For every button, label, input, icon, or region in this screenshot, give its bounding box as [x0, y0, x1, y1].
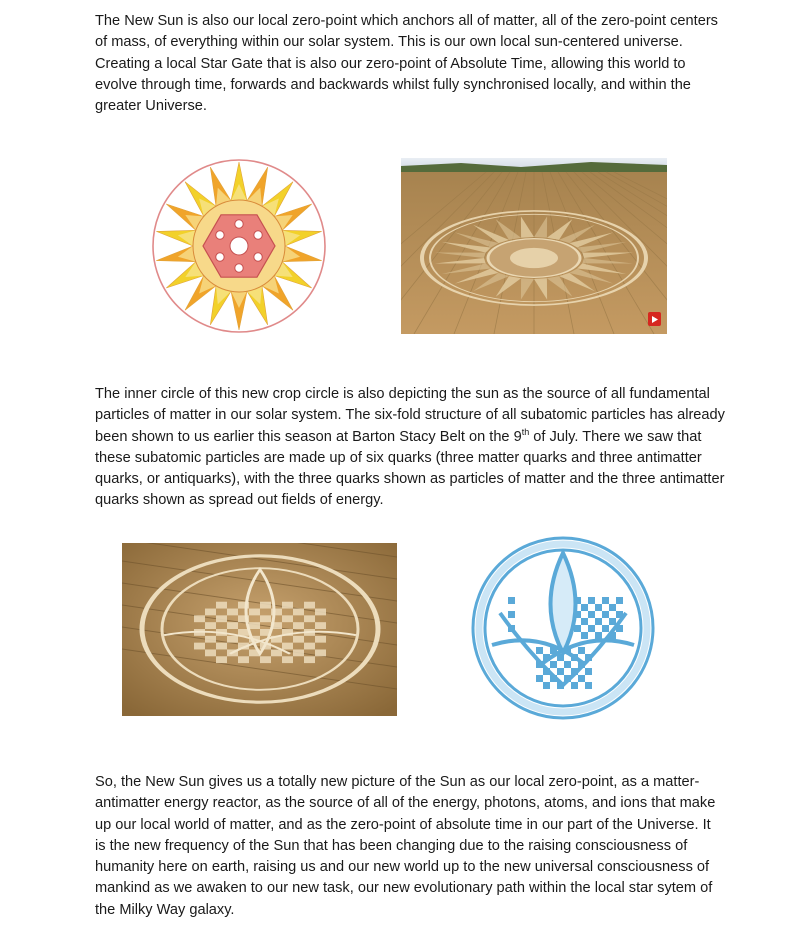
crop-checker — [293, 609, 304, 616]
drawing-checker — [602, 597, 609, 604]
sun-inner-dot — [216, 231, 224, 239]
drawing-checker — [588, 625, 595, 632]
crop-checker — [249, 609, 260, 616]
crop-checker — [293, 649, 304, 656]
drawing-checker — [595, 632, 602, 639]
new-sun-aerial-photo — [401, 158, 667, 334]
crop-checker — [227, 636, 238, 643]
drawing-checker — [571, 682, 578, 689]
crop-checker — [260, 656, 271, 663]
drawing-checker — [543, 682, 550, 689]
sun-inner-dot — [254, 253, 262, 261]
paragraph-new-sun-picture: So, the New Sun gives us a totally new picture of the Sun as our local zero-point, as a matter-antimatter energy reactor, as the source of all of the energy, photons, atoms, and ions that make up our local world of matter, and as the zero-point of absolute time in our part of the Universe. It is the new frequency of the Sun that has been changing due to the raising consciousness of humanity here on earth, raising us and our new world up to the new universal consciousness of mankind as we awaken to our new task, our new evolutionary path within the local star sytem of the Milky Way galaxy. — [95, 774, 716, 918]
sun-inner-dot — [254, 231, 262, 239]
drawing-checker — [578, 647, 585, 654]
drawing-checker — [585, 682, 592, 689]
drawing-checker — [536, 675, 543, 682]
crop-checker — [216, 615, 227, 622]
drawing-checker — [609, 618, 616, 625]
drawing-checker — [585, 668, 592, 675]
crop-checker — [205, 622, 216, 629]
crop-checker — [315, 636, 326, 643]
crop-checker — [205, 636, 216, 643]
drawing-checker — [581, 604, 588, 611]
barton-stacy-belt-photo — [122, 543, 397, 716]
crop-checker — [249, 622, 260, 629]
crop-checker — [315, 622, 326, 629]
crop-checker — [315, 649, 326, 656]
drawing-checker — [609, 604, 616, 611]
drawing-checker — [557, 668, 564, 675]
drawing-checker — [602, 625, 609, 632]
drawing-checker — [595, 604, 602, 611]
drawing-checker — [581, 632, 588, 639]
crop-checker — [194, 615, 205, 622]
drawing-checker — [578, 675, 585, 682]
drawing-checker — [595, 618, 602, 625]
drawing-checker — [550, 661, 557, 668]
drawing-checker — [616, 597, 623, 604]
paragraph-inner-circle-quarks: The inner circle of this new crop circle is also depicting the sun as the source of all fundamental particles of matter in our solar system. The six-fold structure of all subatomic particles has already been shown to us earlier this season at Barton Stacy Belt on the 9th of July. There we saw that these subatomic particles are made up of six quarks (three matter quarks and three antimatter quarks, or antiquarks), with the three quarks shown as particles of matter and the three antimatter quarks shown as spread out fields of energy. — [95, 386, 725, 509]
drawing-checker — [508, 597, 515, 604]
crop-checker — [315, 609, 326, 616]
sun-inner-dot — [216, 253, 224, 261]
sun-inner-dot — [235, 220, 243, 228]
new-sun-drawing-image — [150, 158, 328, 334]
crop-checker — [282, 643, 293, 650]
drawing-checker — [581, 618, 588, 625]
crop-checker — [304, 602, 315, 609]
sun-inner-dot — [235, 264, 243, 272]
crop-checker — [216, 643, 227, 650]
drawing-checker — [536, 647, 543, 654]
crop-checker — [282, 615, 293, 622]
crop-checker — [271, 649, 282, 656]
crop-checker — [260, 602, 271, 609]
crop-checker — [205, 609, 216, 616]
crop-checker — [304, 643, 315, 650]
crop-checker — [216, 602, 227, 609]
crop-checker — [282, 656, 293, 663]
crop-checker — [293, 636, 304, 643]
crop-checker — [304, 656, 315, 663]
drawing-checker — [508, 611, 515, 618]
drawing-checker — [588, 597, 595, 604]
crop-checker — [205, 649, 216, 656]
crop-checker — [293, 622, 304, 629]
crop-checker — [304, 615, 315, 622]
crop-checker — [238, 656, 249, 663]
crop-checker — [227, 622, 238, 629]
crop-checker — [194, 643, 205, 650]
drawing-checker — [588, 611, 595, 618]
crop-checker — [216, 656, 227, 663]
paragraph-new-sun-zero-point: The New Sun is also our local zero-point which anchors all of matter, all of the zero-point centers of mass, of everything within our solar system. This is our own local sun-centered universe. Creating a local Star Gate that is also our zero-point of Absolute Time, allowing this world to evolve through time, forwards and backwards whilst fully synchronised locally, and within the greater Universe. — [95, 13, 718, 115]
drawing-checker — [564, 661, 571, 668]
crop-checker — [282, 602, 293, 609]
crop-checker — [227, 609, 238, 616]
drawing-checker — [602, 611, 609, 618]
crop-checker — [260, 615, 271, 622]
barton-stacy-belt-drawing-image — [470, 535, 656, 721]
